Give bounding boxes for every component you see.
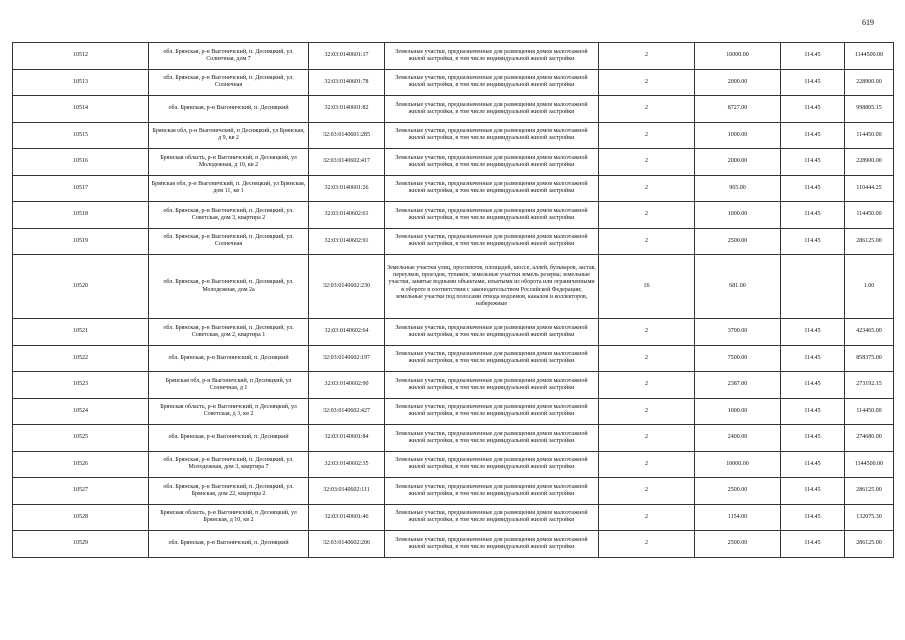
land-use-cell: Земельные участки, предназначенные для размещения домов малоэтажной жилой застройки, в том числе индивидуальной жилой застройки xyxy=(385,175,599,202)
row-number-cell: 10523 xyxy=(13,372,149,399)
land-use-cell: Земельные участки, предназначенные для размещения домов малоэтажной жилой застройки, в том числе индивидуальной жилой застройки xyxy=(385,504,599,531)
land-use-cell: Земельные участки улиц, проспектов, площадей, шоссе, аллей, бульваров, застав, переулков, проездов, тупиков; земельные участки земель резерва; земельные участки, занятые водными объектами, изъятыми из оборота или ограниченными в обороте в соответствии с законодательством Российской Федерации; земельные участки под полосами отвода водоемов, каналов и коллекторов, набережные xyxy=(385,255,599,319)
rate-cell: 114.45 xyxy=(781,149,845,176)
row-number-cell: 10524 xyxy=(13,398,149,425)
area-cell: 3700.00 xyxy=(695,319,781,346)
cadastral-number-cell: 32:03:0140602:417 xyxy=(309,149,385,176)
use-code-cell: 2 xyxy=(599,69,695,96)
cadastral-number-cell: 32:03:0140601:285 xyxy=(309,122,385,149)
address-cell: обл. Брянская, р-н Выгоничский, п. Десняцкий xyxy=(149,425,309,452)
area-cell: 1000.00 xyxy=(695,122,781,149)
land-use-cell: Земельные участки, предназначенные для размещения домов малоэтажной жилой застройки, в том числе индивидуальной жилой застройки xyxy=(385,345,599,372)
land-use-cell: Земельные участки, предназначенные для размещения домов малоэтажной жилой застройки, в том числе индивидуальной жилой застройки xyxy=(385,228,599,255)
cadastral-number-cell: 32:03:0140602:197 xyxy=(309,345,385,372)
area-cell: 2000.00 xyxy=(695,69,781,96)
cadastral-value-cell: 286125.00 xyxy=(845,478,894,505)
use-code-cell: 2 xyxy=(599,398,695,425)
table-row xyxy=(13,478,894,505)
table-row xyxy=(13,69,894,96)
address-cell: Брянская область, р-н Выгоничский, п Десняцкий, ул Брянская, д 10, кв 2 xyxy=(149,504,309,531)
address-cell: обл. Брянская, р-н Выгоничский, п. Десняцкий xyxy=(149,345,309,372)
rate-cell: 114.45 xyxy=(781,69,845,96)
cadastral-number-cell: 32:03:0140602:230 xyxy=(309,255,385,319)
row-number-cell: 10512 xyxy=(13,43,149,70)
land-use-cell: Земельные участки, предназначенные для размещения домов малоэтажной жилой застройки, в том числе индивидуальной жилой застройки xyxy=(385,425,599,452)
rate-cell: 114.45 xyxy=(781,451,845,478)
row-number-cell: 10517 xyxy=(13,175,149,202)
row-number-cell: 10515 xyxy=(13,122,149,149)
address-cell: обл. Брянская, р-н Выгоничский, п. Десняцкий xyxy=(149,531,309,558)
table-row xyxy=(13,122,894,149)
row-number-cell: 10522 xyxy=(13,345,149,372)
area-cell: 7500.00 xyxy=(695,345,781,372)
row-number-cell: 10518 xyxy=(13,202,149,229)
use-code-cell: 2 xyxy=(599,504,695,531)
table-row xyxy=(13,504,894,531)
area-cell: 1000.00 xyxy=(695,202,781,229)
rate-cell: 114.45 xyxy=(781,96,845,123)
table-row xyxy=(13,372,894,399)
area-cell: 2500.00 xyxy=(695,228,781,255)
cadastral-number-cell: 32:03:0140602:206 xyxy=(309,531,385,558)
row-number-cell: 10526 xyxy=(13,451,149,478)
table-row xyxy=(13,175,894,202)
use-code-cell: 2 xyxy=(599,43,695,70)
row-number-cell: 10520 xyxy=(13,255,149,319)
address-cell: Брянская область, р-н Выгоничский, п Десняцкий, ул Молодежная, д 10, кв 2 xyxy=(149,149,309,176)
cadastral-value-cell: 1.00 xyxy=(845,255,894,319)
area-cell: 2500.00 xyxy=(695,478,781,505)
cadastral-value-cell: 1144500.00 xyxy=(845,43,894,70)
land-use-cell: Земельные участки, предназначенные для размещения домов малоэтажной жилой застройки, в том числе индивидуальной жилой застройки xyxy=(385,319,599,346)
use-code-cell: 2 xyxy=(599,451,695,478)
table-row xyxy=(13,531,894,558)
cadastral-value-cell: 114450.00 xyxy=(845,202,894,229)
row-number-cell: 10527 xyxy=(13,478,149,505)
address-cell: обл. Брянская, р-н Выгоничский, п. Десняцкий, ул. Молодежная, дом 2а xyxy=(149,255,309,319)
rate-cell: 114.45 xyxy=(781,122,845,149)
cadastral-value-cell: 228900.00 xyxy=(845,69,894,96)
area-cell: 681.00 xyxy=(695,255,781,319)
land-use-cell: Земельные участки, предназначенные для размещения домов малоэтажной жилой застройки, в том числе индивидуальной жилой застройки xyxy=(385,96,599,123)
table-row xyxy=(13,319,894,346)
address-cell: обл. Брянская, р-н Выгоничский, п. Десняцкий, ул. Советская, дом 2, квартира 1 xyxy=(149,319,309,346)
use-code-cell: 2 xyxy=(599,202,695,229)
area-cell: 1000.00 xyxy=(695,398,781,425)
table-row xyxy=(13,202,894,229)
address-cell: обл. Брянская, р-н Выгоничский, п. Десняцкий, ул. Советская, дом 3, квартира 2 xyxy=(149,202,309,229)
use-code-cell: 2 xyxy=(599,425,695,452)
cadastral-number-cell: 32:03:0140601:26 xyxy=(309,175,385,202)
rate-cell: 114.45 xyxy=(781,345,845,372)
address-cell: Брянская обл, р-н Выгоничский, п. Десняцкий, ул Брянская, дом 11, кв 1 xyxy=(149,175,309,202)
table-row xyxy=(13,43,894,70)
table-row xyxy=(13,425,894,452)
table-row xyxy=(13,451,894,478)
row-number-cell: 10528 xyxy=(13,504,149,531)
address-cell: обл. Брянская, р-н Выгоничский, п. Десняцкий, ул. Солнечная xyxy=(149,228,309,255)
table-row xyxy=(13,228,894,255)
cadastral-value-cell: 228900.00 xyxy=(845,149,894,176)
address-cell: Брянская обл, р-н Выгоничский, п Десняцкий, ул Брянская, д 9, кв 2 xyxy=(149,122,309,149)
area-cell: 2000.00 xyxy=(695,149,781,176)
cadastral-value-cell: 132075.30 xyxy=(845,504,894,531)
table-row xyxy=(13,255,894,319)
cadastral-value-cell: 423465.00 xyxy=(845,319,894,346)
table-row xyxy=(13,149,894,176)
cadastral-number-cell: 32:03:0140602:61 xyxy=(309,202,385,229)
cadastral-value-cell: 110444.25 xyxy=(845,175,894,202)
use-code-cell: 2 xyxy=(599,345,695,372)
use-code-cell: 2 xyxy=(599,175,695,202)
cadastral-value-cell: 998805.15 xyxy=(845,96,894,123)
rate-cell: 114.45 xyxy=(781,319,845,346)
land-use-cell: Земельные участки, предназначенные для размещения домов малоэтажной жилой застройки, в том числе индивидуальной жилой застройки xyxy=(385,398,599,425)
address-cell: обл. Брянская, р-н Выгоничский, п. Десняцкий xyxy=(149,96,309,123)
area-cell: 2500.00 xyxy=(695,531,781,558)
rate-cell: 114.45 xyxy=(781,478,845,505)
cadastral-number-cell: 32:03:0140601:46 xyxy=(309,504,385,531)
cadastral-number-cell: 32:03:0140602:91 xyxy=(309,228,385,255)
area-cell: 10000.00 xyxy=(695,451,781,478)
use-code-cell: 2 xyxy=(599,149,695,176)
cadastral-value-cell: 286125.00 xyxy=(845,531,894,558)
use-code-cell: 2 xyxy=(599,122,695,149)
address-cell: обл. Брянская, р-н Выгоничский, п. Десняцкий, ул. Солнечная, дом 7 xyxy=(149,43,309,70)
cadastral-value-cell: 114450.00 xyxy=(845,398,894,425)
area-cell: 965.00 xyxy=(695,175,781,202)
rate-cell: 114.45 xyxy=(781,228,845,255)
cadastral-number-cell: 32:03:0140602:64 xyxy=(309,319,385,346)
land-use-cell: Земельные участки, предназначенные для размещения домов малоэтажной жилой застройки, в том числе индивидуальной жилой застройки xyxy=(385,372,599,399)
area-cell: 10000.00 xyxy=(695,43,781,70)
cadastral-value-cell: 274680.00 xyxy=(845,425,894,452)
use-code-cell: 2 xyxy=(599,372,695,399)
cadastral-number-cell: 32:03:0140601:84 xyxy=(309,425,385,452)
land-registry-table xyxy=(12,42,894,558)
use-code-cell: 2 xyxy=(599,319,695,346)
cadastral-number-cell: 32:03:0140602:35 xyxy=(309,451,385,478)
address-cell: обл. Брянская, р-н Выгоничский, п. Десняцкий, ул. Брянская, дом 22, квартира 2 xyxy=(149,478,309,505)
cadastral-value-cell: 273192.15 xyxy=(845,372,894,399)
cadastral-number-cell: 32:03:0140601:78 xyxy=(309,69,385,96)
row-number-cell: 10521 xyxy=(13,319,149,346)
land-use-cell: Земельные участки, предназначенные для размещения домов малоэтажной жилой застройки, в том числе индивидуальной жилой застройки xyxy=(385,531,599,558)
row-number-cell: 10519 xyxy=(13,228,149,255)
page-number: 619 xyxy=(862,18,874,27)
area-cell: 2387.00 xyxy=(695,372,781,399)
land-use-cell: Земельные участки, предназначенные для размещения домов малоэтажной жилой застройки, в том числе индивидуальной жилой застройки xyxy=(385,451,599,478)
land-use-cell: Земельные участки, предназначенные для размещения домов малоэтажной жилой застройки, в том числе индивидуальной жилой застройки xyxy=(385,43,599,70)
rate-cell: 114.45 xyxy=(781,202,845,229)
row-number-cell: 10514 xyxy=(13,96,149,123)
area-cell: 2400.00 xyxy=(695,425,781,452)
rate-cell xyxy=(781,255,845,319)
address-cell: обл. Брянская, р-н Выгоничский, п. Десняцкий, ул. Солнечная xyxy=(149,69,309,96)
rate-cell: 114.45 xyxy=(781,504,845,531)
row-number-cell: 10513 xyxy=(13,69,149,96)
use-code-cell: 2 xyxy=(599,478,695,505)
use-code-cell: 2 xyxy=(599,531,695,558)
cadastral-number-cell: 32:03:0140601:17 xyxy=(309,43,385,70)
row-number-cell: 10529 xyxy=(13,531,149,558)
area-cell: 1154.00 xyxy=(695,504,781,531)
rate-cell: 114.45 xyxy=(781,372,845,399)
cadastral-value-cell: 114450.00 xyxy=(845,122,894,149)
rate-cell: 114.45 xyxy=(781,531,845,558)
land-use-cell: Земельные участки, предназначенные для размещения домов малоэтажной жилой застройки, в том числе индивидуальной жилой застройки xyxy=(385,122,599,149)
address-cell: обл. Брянская, р-н Выгоничский, п. Десняцкий, ул. Молодежная, дом 3, квартира 7 xyxy=(149,451,309,478)
table-row xyxy=(13,345,894,372)
cadastral-number-cell: 32:03:0140602:427 xyxy=(309,398,385,425)
cadastral-number-cell: 32:03:0140602:111 xyxy=(309,478,385,505)
rate-cell: 114.45 xyxy=(781,425,845,452)
land-use-cell: Земельные участки, предназначенные для размещения домов малоэтажной жилой застройки, в том числе индивидуальной жилой застройки xyxy=(385,149,599,176)
cadastral-number-cell: 32:03:0140602:90 xyxy=(309,372,385,399)
rate-cell: 114.45 xyxy=(781,175,845,202)
land-use-cell: Земельные участки, предназначенные для размещения домов малоэтажной жилой застройки, в том числе индивидуальной жилой застройки xyxy=(385,202,599,229)
row-number-cell: 10516 xyxy=(13,149,149,176)
table-row xyxy=(13,398,894,425)
table-row xyxy=(13,96,894,123)
use-code-cell: 2 xyxy=(599,96,695,123)
land-use-cell: Земельные участки, предназначенные для размещения домов малоэтажной жилой застройки, в том числе индивидуальной жилой застройки xyxy=(385,478,599,505)
cadastral-number-cell: 32:03:0140601:82 xyxy=(309,96,385,123)
use-code-cell: 16 xyxy=(599,255,695,319)
cadastral-value-cell: 1144500.00 xyxy=(845,451,894,478)
use-code-cell: 2 xyxy=(599,228,695,255)
address-cell: Брянская область, р-н Выгоничский, п Десняцкий, ул Советская, д 3, кв 2 xyxy=(149,398,309,425)
row-number-cell: 10525 xyxy=(13,425,149,452)
rate-cell: 114.45 xyxy=(781,398,845,425)
land-use-cell: Земельные участки, предназначенные для размещения домов малоэтажной жилой застройки, в том числе индивидуальной жилой застройки xyxy=(385,69,599,96)
rate-cell: 114.45 xyxy=(781,43,845,70)
address-cell: Брянская обл, р-н Выгоничский, п Десняцкий, ул Солнечная, д 1 xyxy=(149,372,309,399)
cadastral-value-cell: 858375.00 xyxy=(845,345,894,372)
cadastral-value-cell: 286125.00 xyxy=(845,228,894,255)
area-cell: 8727.00 xyxy=(695,96,781,123)
